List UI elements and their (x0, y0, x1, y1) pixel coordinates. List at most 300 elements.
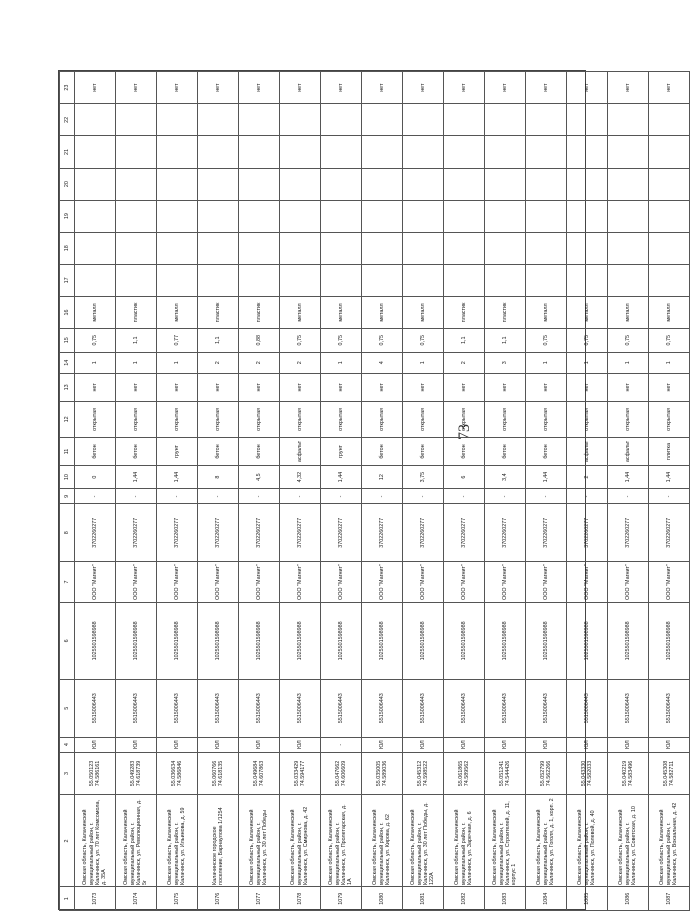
table-cell: 1076 (198, 887, 239, 911)
table-cell: - (608, 489, 649, 504)
table-cell (444, 136, 485, 168)
table-cell: металл (321, 296, 362, 328)
header-row (60, 72, 75, 911)
table-cell: открытая (608, 401, 649, 437)
table-cell: 3702260277 (403, 504, 444, 562)
table-cell (362, 232, 403, 264)
table-cell: открытая (157, 401, 198, 437)
table-cell: 55.052799 74.562266 (526, 752, 567, 795)
table-cell: бетон (116, 438, 157, 466)
table-cell: 5515006443 (116, 679, 157, 737)
table-cell: 1 (75, 352, 116, 373)
table-cell (485, 168, 526, 200)
table-cell: ЮЛ (280, 737, 321, 752)
table-cell: - (280, 489, 321, 504)
table-cell: Омская область, Калачинский муниципальный район, г. Калачинск, ул. 30 лет Победы, д. 122А (403, 795, 444, 887)
table-cell: 3702260277 (157, 504, 198, 562)
table-cell: 55.051241 74.544426 (485, 752, 526, 795)
table-cell (157, 232, 198, 264)
table-cell (403, 104, 444, 136)
table-cell: ЮЛ (116, 737, 157, 752)
table-cell: ЮЛ (403, 737, 444, 752)
table-cell: ООО "Магнит" (608, 562, 649, 603)
table-cell (116, 168, 157, 200)
table-cell: ЮЛ (526, 737, 567, 752)
table-cell (444, 200, 485, 232)
table-cell: нет (157, 72, 198, 104)
table-cell (157, 104, 198, 136)
column-header: 11 (60, 438, 75, 466)
table-cell: ЮЛ (608, 737, 649, 752)
table-cell: 1025501598988 (321, 602, 362, 679)
table-cell (157, 136, 198, 168)
table-cell: - (321, 737, 362, 752)
table-cell: 1,1 (485, 328, 526, 352)
table-cell: 0,75 (321, 328, 362, 352)
table-row (526, 72, 567, 911)
table-cell (280, 168, 321, 200)
table-cell: 1025501598988 (608, 602, 649, 679)
table-cell: 3702260277 (649, 504, 690, 562)
table-cell (567, 264, 608, 296)
table-cell: 1080 (362, 887, 403, 911)
table-cell: 1084 (526, 887, 567, 911)
table-cell (567, 168, 608, 200)
table-cell: асфальт (280, 438, 321, 466)
table-cell (526, 136, 567, 168)
table-cell: бетон (75, 438, 116, 466)
table-cell: 5515006443 (321, 679, 362, 737)
table-cell: 1078 (280, 887, 321, 911)
table-cell (198, 232, 239, 264)
table-row (198, 72, 239, 911)
table-row (157, 72, 198, 911)
table-cell: 1,44 (649, 465, 690, 489)
column-header: 2 (60, 795, 75, 887)
table-cell: 3,75 (403, 465, 444, 489)
table-cell: 1025501598988 (75, 602, 116, 679)
table-cell: 1,1 (198, 328, 239, 352)
table-cell: открытая (444, 401, 485, 437)
column-header: 20 (60, 168, 75, 200)
table-row (280, 72, 321, 911)
table-cell (567, 136, 608, 168)
table-cell: 1025501598988 (526, 602, 567, 679)
table-cell (280, 136, 321, 168)
table-row (75, 72, 116, 911)
table-cell: металл (280, 296, 321, 328)
table-cell (157, 168, 198, 200)
table-row (567, 72, 608, 911)
table-cell: ООО "Магнит" (485, 562, 526, 603)
table-cell: 5515006443 (567, 679, 608, 737)
table-row (403, 72, 444, 911)
table-cell: металл (403, 296, 444, 328)
table-cell: Омская область, Калачинский муниципальный район, г. Калачинск, ул. Кирова, д. 62 (362, 795, 403, 887)
table-cell (321, 200, 362, 232)
table-cell: - (403, 489, 444, 504)
table-cell (280, 264, 321, 296)
table-cell (485, 136, 526, 168)
table-cell: металл (75, 296, 116, 328)
table-cell (649, 168, 690, 200)
table-cell: 4 (362, 352, 403, 373)
column-header: 10 (60, 465, 75, 489)
table-cell (321, 264, 362, 296)
table-cell: нет (567, 373, 608, 401)
table-cell: грунт (321, 438, 362, 466)
table-cell (567, 200, 608, 232)
table-cell: открытая (75, 401, 116, 437)
table-cell: 1077 (239, 887, 280, 911)
table-cell: 1,44 (321, 465, 362, 489)
column-header: 8 (60, 504, 75, 562)
table-cell (567, 232, 608, 264)
table-cell: 55.036634 74.586846 (157, 752, 198, 795)
table-cell: 3702260277 (567, 504, 608, 562)
table-cell: пластик (198, 296, 239, 328)
table-cell: нет (116, 72, 157, 104)
table-cell: открытая (649, 401, 690, 437)
table-cell: 0,75 (649, 328, 690, 352)
table-cell: нет (321, 373, 362, 401)
table-row (608, 72, 649, 911)
table-cell: нет (526, 373, 567, 401)
table-cell (75, 232, 116, 264)
table-cell: - (567, 489, 608, 504)
table-cell: Омская область, Калачинский муниципальный район, г. Калачинск, ул. Революционная, д. 5г (116, 795, 157, 887)
table-cell: 1 (649, 352, 690, 373)
table-cell: бетон (526, 438, 567, 466)
table-cell: нет (567, 72, 608, 104)
table-cell: 55.045312 74.598522 (403, 752, 444, 795)
table-cell (649, 232, 690, 264)
table-cell: 1085 (567, 887, 608, 911)
table-cell: 3702260277 (198, 504, 239, 562)
table-cell (608, 104, 649, 136)
table-cell (362, 264, 403, 296)
table-cell: нет (608, 373, 649, 401)
table-cell: Омская область, Калачинский муниципальный район, г. Калачинск, ул. 70 лет Комсомола, д. 35А (75, 795, 116, 887)
table-cell (608, 168, 649, 200)
table-cell: 3702260277 (362, 504, 403, 562)
table-cell: пластик (239, 296, 280, 328)
column-header: 12 (60, 401, 75, 437)
table-cell: - (157, 489, 198, 504)
table-cell (403, 136, 444, 168)
table-cell: 1025501598988 (444, 602, 485, 679)
table-cell: 1 (403, 352, 444, 373)
table-cell: 4,32 (280, 465, 321, 489)
table-cell: грунт (157, 438, 198, 466)
table-cell: 0,77 (157, 328, 198, 352)
table-cell: - (321, 489, 362, 504)
column-header: 16 (60, 296, 75, 328)
table-cell (321, 168, 362, 200)
table-cell (116, 200, 157, 232)
table-cell: ООО "Магнит" (157, 562, 198, 603)
table-cell: 1025501598988 (567, 602, 608, 679)
table-cell: ООО "Магнит" (362, 562, 403, 603)
table-cell: металл (526, 296, 567, 328)
table-cell (608, 200, 649, 232)
table-cell: нет (75, 72, 116, 104)
table-cell: ООО "Магнит" (198, 562, 239, 603)
table-cell (608, 232, 649, 264)
table-cell: нет (321, 72, 362, 104)
table-cell (485, 104, 526, 136)
table-cell: - (444, 489, 485, 504)
table-cell: 55.045308 74.582711 (649, 752, 690, 795)
table-cell: 1083 (485, 887, 526, 911)
table-cell (75, 168, 116, 200)
table-cell (362, 136, 403, 168)
table-cell: 1025501598988 (157, 602, 198, 679)
table-cell: 1 (608, 352, 649, 373)
table-cell: ООО "Магнит" (239, 562, 280, 603)
table-cell (116, 104, 157, 136)
table-cell: 1,44 (608, 465, 649, 489)
table-cell: нет (362, 373, 403, 401)
table-cell: 1079 (321, 887, 362, 911)
table-cell: Омская область, Калачинский муниципальный район, г. Калачинск, ул. Полевой, д. 40 (567, 795, 608, 887)
table-cell: 1 (526, 352, 567, 373)
table-cell: нет (526, 72, 567, 104)
table-cell: - (116, 489, 157, 504)
table-cell: нет (116, 373, 157, 401)
table-cell: 5515006443 (403, 679, 444, 737)
table-cell: 1025501598988 (403, 602, 444, 679)
column-header: 9 (60, 489, 75, 504)
table-cell: 1 (157, 352, 198, 373)
column-header: 7 (60, 562, 75, 603)
table-cell (198, 200, 239, 232)
table-cell: 8 (198, 465, 239, 489)
column-header: 6 (60, 602, 75, 679)
registry-table (59, 71, 690, 911)
table-cell (649, 200, 690, 232)
table-cell: металл (157, 296, 198, 328)
table-cell: 3702260277 (116, 504, 157, 562)
table-cell: ЮЛ (239, 737, 280, 752)
table-cell: открытая (526, 401, 567, 437)
table-cell: 1025501598988 (362, 602, 403, 679)
column-header: 21 (60, 136, 75, 168)
table-cell: 1082 (444, 887, 485, 911)
table-cell: ООО "Магнит" (116, 562, 157, 603)
table-row (444, 72, 485, 911)
table-cell: нет (444, 373, 485, 401)
table-cell: 0,88 (239, 328, 280, 352)
table-cell: 1025501598988 (280, 602, 321, 679)
table-cell: Омская область, Калачинский муниципальный район, г. Калачинск, ул. 30 лет Победы (239, 795, 280, 887)
table-cell: - (485, 489, 526, 504)
table-cell: 55.040219 74.583496 (608, 752, 649, 795)
table-cell: 3702260277 (280, 504, 321, 562)
table-cell: 1,44 (157, 465, 198, 489)
table-cell: 3702260277 (485, 504, 526, 562)
column-header: 4 (60, 737, 75, 752)
table-cell: 1,1 (116, 328, 157, 352)
table-cell (280, 232, 321, 264)
table-cell (403, 200, 444, 232)
table-cell: ЮЛ (198, 737, 239, 752)
table-cell (198, 264, 239, 296)
table-cell: бетон (239, 438, 280, 466)
table-cell: 1025501598988 (485, 602, 526, 679)
table-cell: открытая (239, 401, 280, 437)
table-cell (75, 200, 116, 232)
table-cell: ЮЛ (157, 737, 198, 752)
table-cell: нет (280, 72, 321, 104)
table-cell: нет (157, 373, 198, 401)
document-table-frame (58, 70, 679, 910)
table-cell (485, 200, 526, 232)
table-cell (75, 264, 116, 296)
table-cell (444, 264, 485, 296)
table-body (75, 72, 690, 911)
table-cell: открытая (567, 401, 608, 437)
table-cell (239, 168, 280, 200)
table-cell: нет (239, 373, 280, 401)
table-cell: 5515006443 (198, 679, 239, 737)
table-cell: - (362, 489, 403, 504)
table-cell: нет (403, 72, 444, 104)
table-cell: 3702260277 (75, 504, 116, 562)
table-cell (526, 200, 567, 232)
table-cell: нет (75, 373, 116, 401)
table-cell: ООО "Магнит" (649, 562, 690, 603)
table-cell: 3702260277 (321, 504, 362, 562)
table-cell: 0,75 (75, 328, 116, 352)
table-cell: пластик (116, 296, 157, 328)
table-cell: нет (485, 72, 526, 104)
table-cell: 4,5 (239, 465, 280, 489)
table-cell: 55.061865 74.589562 (444, 752, 485, 795)
table-cell (444, 232, 485, 264)
table-cell: бетон (485, 438, 526, 466)
table-cell: Омская область, Калачинский муниципальный район, г. Калачинск, ул. Советская, д. 10 (608, 795, 649, 887)
table-cell (526, 168, 567, 200)
table-cell: 5515006443 (608, 679, 649, 737)
table-cell: Омская область, Калачинский муниципальный район, г. Калачинск, ул. Пролетарская, д. 1А (321, 795, 362, 887)
table-cell: ООО "Магнит" (444, 562, 485, 603)
table-cell: - (75, 489, 116, 504)
table-cell: 1025501598988 (198, 602, 239, 679)
table-cell (198, 136, 239, 168)
table-cell: бетон (444, 438, 485, 466)
table-cell: 5515006443 (362, 679, 403, 737)
table-cell (116, 232, 157, 264)
table-cell: нет (362, 72, 403, 104)
column-header: 18 (60, 232, 75, 264)
table-cell: ЮЛ (362, 737, 403, 752)
table-cell (157, 200, 198, 232)
table-cell (239, 136, 280, 168)
table-cell (608, 136, 649, 168)
table-cell: бетон (362, 438, 403, 466)
table-cell: открытая (198, 401, 239, 437)
table-cell: 0,75 (526, 328, 567, 352)
page-number: 73 (456, 424, 473, 440)
table-cell: нет (608, 72, 649, 104)
table-row (321, 72, 362, 911)
table-cell: асфальт (608, 438, 649, 466)
table-cell: металл (649, 296, 690, 328)
table-cell (444, 168, 485, 200)
table-cell: ЮЛ (444, 737, 485, 752)
table-cell (485, 232, 526, 264)
table-cell: - (526, 489, 567, 504)
table-cell: 5515006443 (75, 679, 116, 737)
column-header: 19 (60, 200, 75, 232)
table-cell (526, 232, 567, 264)
table-cell: 1073 (75, 887, 116, 911)
table-cell (608, 264, 649, 296)
table-cell (239, 232, 280, 264)
table-cell: 5515006443 (239, 679, 280, 737)
table-cell: 1075 (157, 887, 198, 911)
table-cell (321, 136, 362, 168)
table-cell (403, 168, 444, 200)
table-cell: ЮЛ (567, 737, 608, 752)
table-cell (567, 104, 608, 136)
table-cell: 0,75 (403, 328, 444, 352)
table-cell (526, 104, 567, 136)
table-cell: открытая (116, 401, 157, 437)
table-row (362, 72, 403, 911)
table-cell: бетон (198, 438, 239, 466)
table-cell: 55.049283 74.618739 (116, 752, 157, 795)
table-cell: 0 (75, 465, 116, 489)
table-cell: - (198, 489, 239, 504)
table-cell: 1025501598988 (239, 602, 280, 679)
table-cell: асфальт (567, 438, 608, 466)
table-cell: плитка (649, 438, 690, 466)
table-cell: ООО "Магнит" (567, 562, 608, 603)
table-cell: 3,4 (485, 465, 526, 489)
rotated-table-wrapper (59, 71, 679, 911)
table-cell: нет (485, 373, 526, 401)
table-cell: 1 (567, 352, 608, 373)
table-cell: 5515006443 (526, 679, 567, 737)
table-cell: Омская область, Калачинский муниципальный район, г. Калачинск, ул. Вокзальная, д. 42 (649, 795, 690, 887)
table-cell: нет (198, 72, 239, 104)
table-cell: Омская область, Калачинский муниципальный район, г. Калачинск, ул. Ильинова, д. 59 (157, 795, 198, 887)
table-cell: Калачинское городское поселение, Барнаулова 1/1254 (198, 795, 239, 887)
table-cell: нет (649, 373, 690, 401)
table-cell: металл (362, 296, 403, 328)
table-cell: Омская область, Калачинский муниципальный район, г. Калачинск, ул. Заречная, д. 6 (444, 795, 485, 887)
table-cell (485, 264, 526, 296)
table-cell (280, 104, 321, 136)
table-cell (649, 104, 690, 136)
table-cell: 3702260277 (608, 504, 649, 562)
table-cell: ООО "Магнит" (403, 562, 444, 603)
table-cell (321, 104, 362, 136)
table-cell (75, 104, 116, 136)
table-cell (198, 104, 239, 136)
table-cell: 1 (321, 352, 362, 373)
table-cell: 2 (444, 352, 485, 373)
table-cell (116, 264, 157, 296)
table-cell (157, 264, 198, 296)
table-cell: ООО "Магнит" (526, 562, 567, 603)
column-header: 3 (60, 752, 75, 795)
table-cell: 2 (280, 352, 321, 373)
column-header: 17 (60, 264, 75, 296)
table-cell: 1081 (403, 887, 444, 911)
